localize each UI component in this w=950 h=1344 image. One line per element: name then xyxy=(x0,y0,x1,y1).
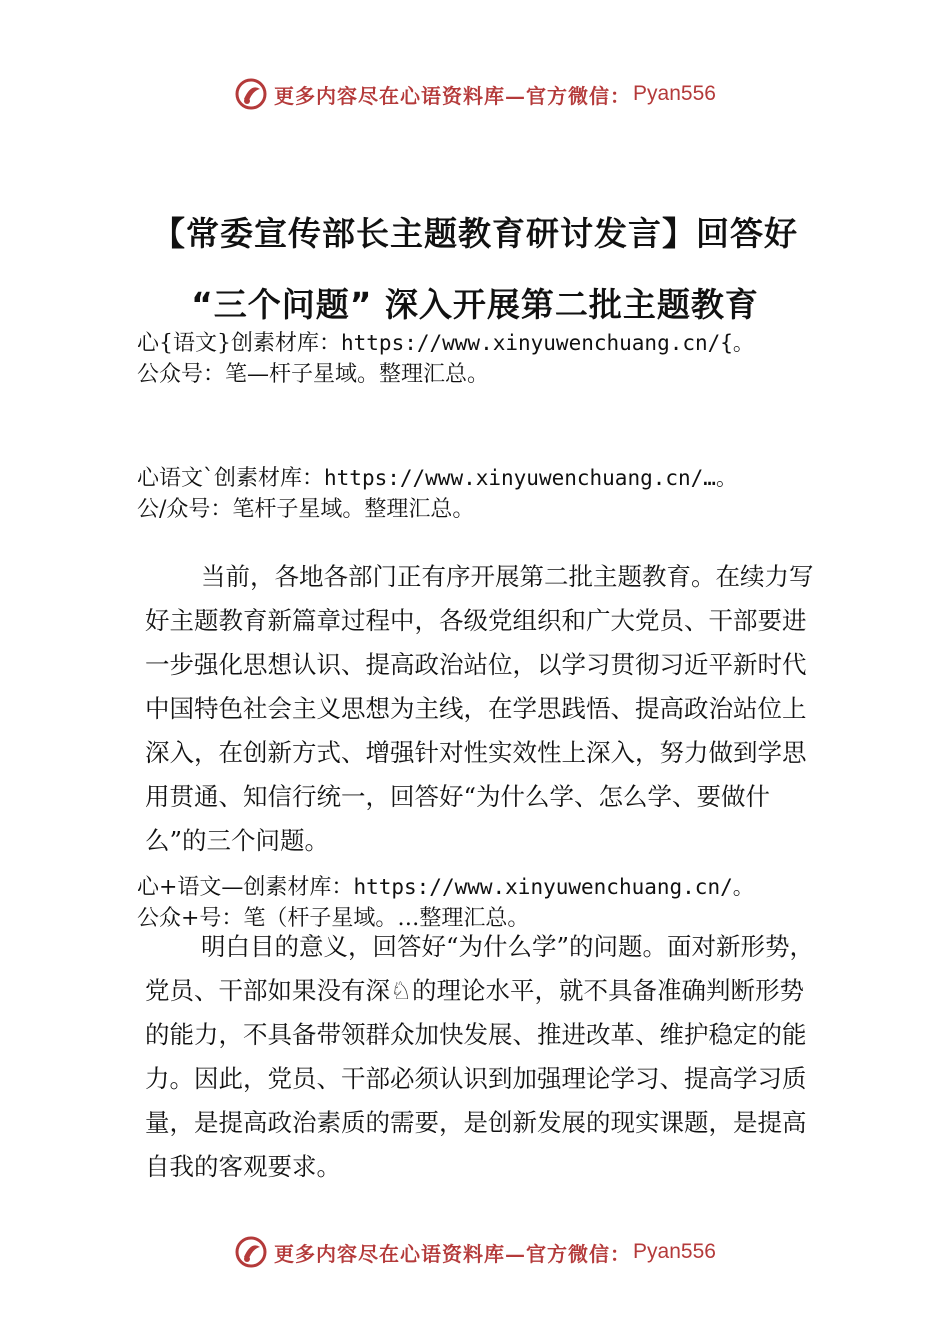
watermark-line: 公众号：笔—杆子星域。整理汇总。 xyxy=(137,362,490,387)
banner-wechat-id: Pyan556 xyxy=(633,1240,716,1263)
header-banner xyxy=(0,74,950,114)
footer-banner xyxy=(0,1232,950,1272)
watermark-line: 心{语文}创素材库：https://www.xinyuwenchuang.cn/{。 xyxy=(137,331,754,356)
body-paragraph: 明白目的意义，回答好“为什么学”的问题。面对新形势，党员、干部如果没有深♘的理论水平，就不具备准确判断形势的能力，不具备带领群众加快发展、推进改革、维护稳定的能力。因此，党员、干部必须认识到加强理论学习、提高学习质量，是提高政治素质的需要，是创新发展的现实课题，是提高自我的客观要求。 xyxy=(145,932,815,1181)
banner-text: 更多内容尽在心语资料库—官方微信： xyxy=(274,1241,632,1266)
document-title-line-1: 【常委宣传部长主题教育研讨发言】回答好 xyxy=(152,214,798,253)
brand-logo-icon xyxy=(234,77,268,111)
banner-wechat-id: Pyan556 xyxy=(633,82,716,105)
body-paragraph: 当前，各地各部门正有序开展第二批主题教育。在续力写好主题教育新篇章过程中，各级党组织和广大党员、干部要进一步强化思想认识、提高政治站位，以学习贯彻习近平新时代中国特色社会主义思想为主线，在学思践悟、提高政治站位上深入，在创新方式、增强针对性实效性上深入，努力做到学思用贯通、知信行统一，回答好“为什么学、怎么学、要做什么”的三个问题。 xyxy=(145,562,814,855)
watermark-block xyxy=(137,328,754,390)
banner-text: 更多内容尽在心语资料库—官方微信： xyxy=(274,83,632,108)
watermark-line: 心语文`创素材库：https://www.xinyuwenchuang.cn/…。 xyxy=(137,466,737,491)
document-title-line-2: “三个问题” 深入开展第二批主题教育 xyxy=(191,285,759,324)
brand-logo-icon xyxy=(234,1235,268,1269)
watermark-line: 公众+号：笔（杆子星域。…整理汇总。 xyxy=(137,906,530,931)
watermark-line: 心+语文—创素材库：https://www.xinyuwenchuang.cn/。 xyxy=(137,875,754,900)
watermark-line: 公/众号：笔杆子星域。整理汇总。 xyxy=(137,497,475,522)
watermark-block xyxy=(137,463,737,525)
